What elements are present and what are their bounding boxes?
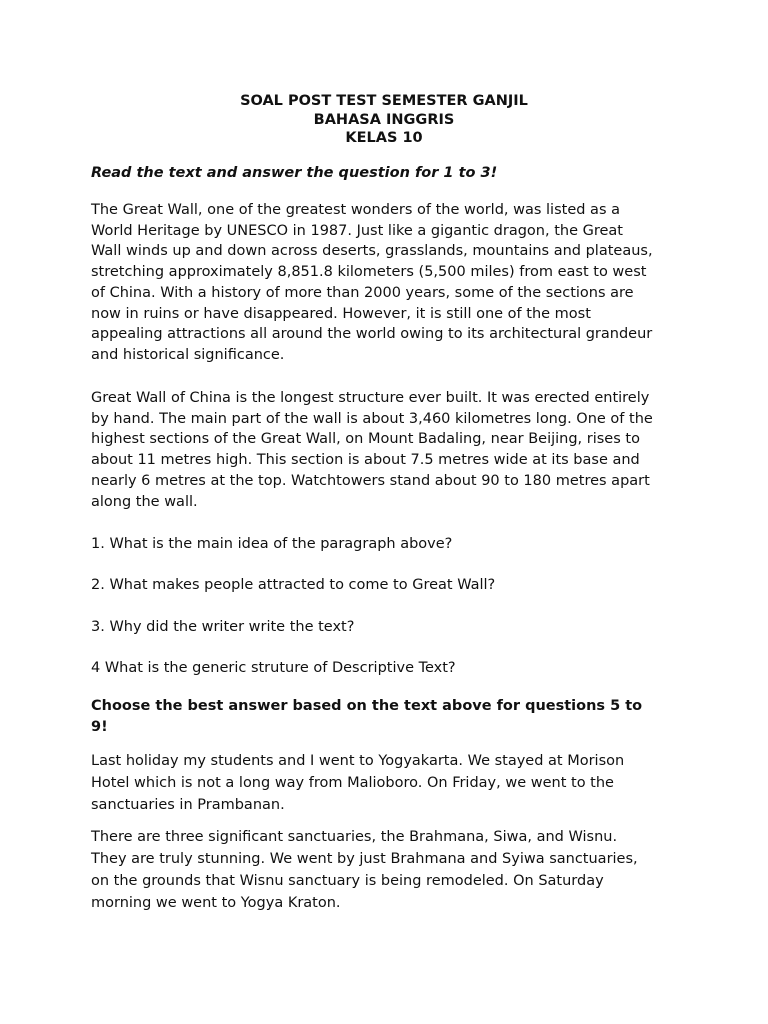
question-4: 4 What is the generic struture of Descriptive Text? [91, 660, 456, 676]
paragraph-line: of China. With a history of more than 2000 years, some of the sections are [91, 284, 634, 301]
paragraph-line: by hand. The main part of the wall is about 3,460 kilometres long. One of the [91, 410, 653, 427]
paragraph-line: There are three significant sanctuaries, the Brahmana, Siwa, and Wisnu. [91, 829, 618, 845]
header-class: KELAS 10 [345, 130, 423, 146]
paragraph-line: now in ruins or have disappeared. However, it is still one of the most [91, 305, 591, 322]
paragraph-line: morning we went to Yogya Kraton. [91, 895, 341, 911]
instruction-line: Choose the best answer based on the text above for questions 5 to [91, 698, 643, 714]
paragraph-line: Wall winds up and down across deserts, grasslands, mountains and plateaus, [91, 243, 653, 260]
paragraph-line: on the grounds that Wisnu sanctuary is being remodeled. On Saturday [91, 873, 604, 889]
paragraph-1 [91, 200, 691, 366]
paragraph-line: appealing attractions all around the world owing to its architectural grandeur [91, 326, 653, 343]
paragraph-2 [91, 388, 691, 512]
paragraph-line: highest sections of the Great Wall, on Mount Badaling, near Beijing, rises to [91, 431, 640, 448]
question-2: 2. What makes people attracted to come to Great Wall? [91, 577, 496, 593]
instruction-2 [91, 696, 681, 738]
paragraph-line: stretching approximately 8,851.8 kilometers (5,500 miles) from east to west [91, 264, 647, 281]
paragraph-line: Last holiday my students and I went to Yogyakarta. We stayed at Morison [91, 753, 625, 769]
instruction-1: Read the text and answer the question for 1 to 3! [91, 165, 498, 181]
paragraph-4 [91, 826, 691, 914]
header-title: SOAL POST TEST SEMESTER GANJIL [240, 93, 528, 109]
paragraph-line: nearly 6 metres at the top. Watchtowers stand about 90 to 180 metres apart [91, 472, 650, 489]
paragraph-line: about 11 metres high. This section is about 7.5 metres wide at its base and [91, 452, 640, 469]
paragraph-line: They are truly stunning. We went by just Brahmana and Syiwa sanctuaries, [91, 851, 638, 867]
paragraph-line: Hotel which is not a long way from Malioboro. On Friday, we went to the [91, 775, 614, 791]
paragraph-line: Great Wall of China is the longest structure ever built. It was erected entirely [91, 390, 650, 406]
header-subject: BAHASA INGGRIS [313, 111, 455, 128]
question-1: 1. What is the main idea of the paragraph above? [91, 536, 453, 552]
paragraph-line: sanctuaries in Prambanan. [91, 797, 285, 813]
paragraph-line: The Great Wall, one of the greatest wonders of the world, was listed as a [91, 202, 620, 218]
paragraph-3 [91, 750, 691, 816]
paragraph-line: along the wall. [91, 493, 198, 510]
instruction-line: 9! [91, 719, 108, 735]
paragraph-line: World Heritage by UNESCO in 1987. Just like a gigantic dragon, the Great [91, 222, 623, 239]
question-3: 3. Why did the writer write the text? [91, 619, 355, 635]
paragraph-line: and historical significance. [91, 346, 285, 363]
document-header [0, 92, 768, 148]
